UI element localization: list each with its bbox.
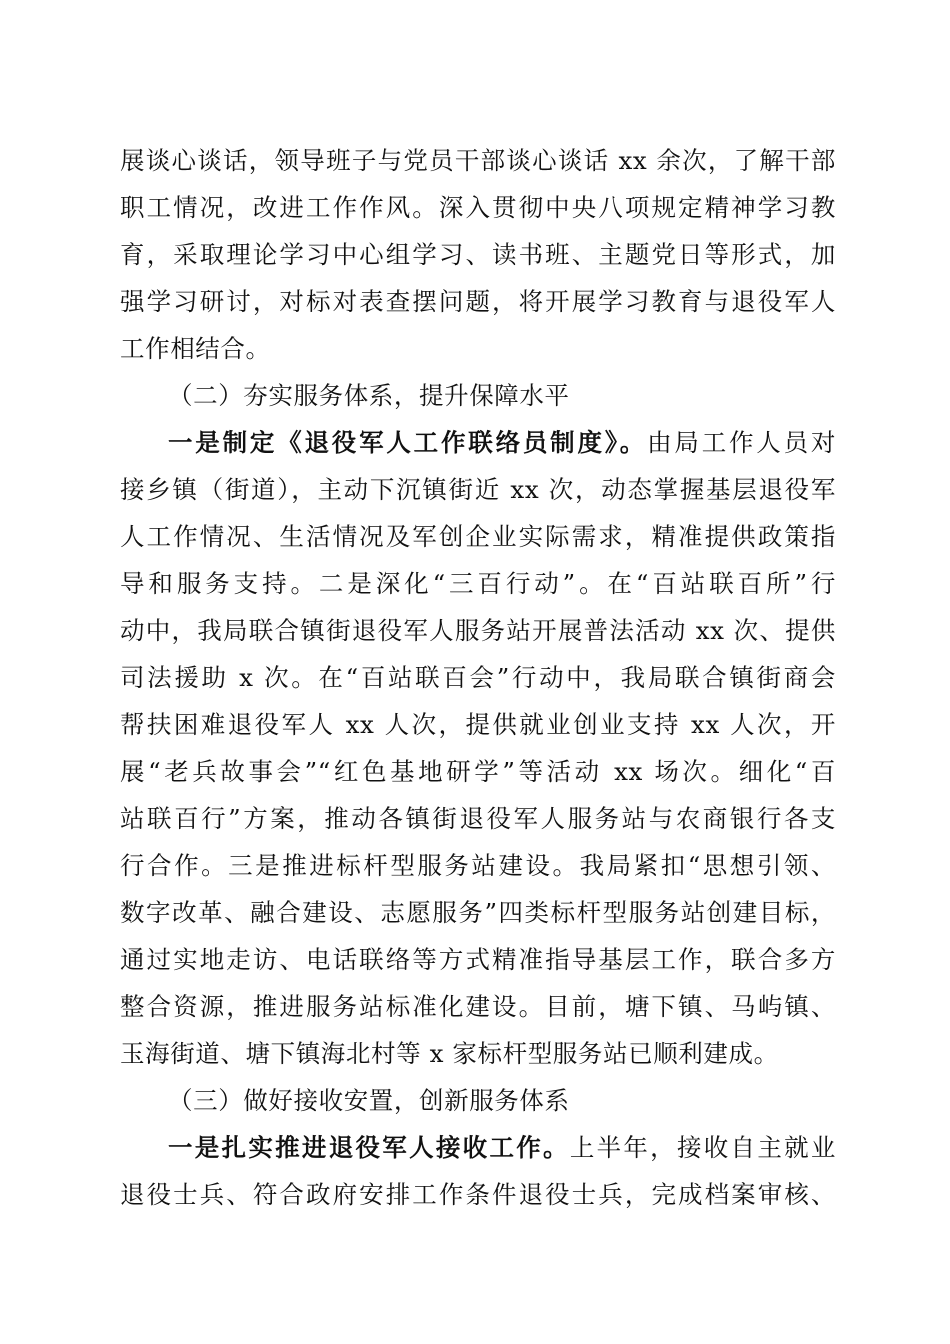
paragraph-2-line-8: 展“老兵故事会”“红色基地研学”等活动 xx 场次。细化“百: [120, 757, 836, 786]
paragraph-1-line-3: 育，采取理论学习中心组学习、读书班、主题党日等形式，加: [120, 240, 836, 269]
paragraph-2-line-9: 站联百行”方案，推动各镇街退役军人服务站与农商银行各支: [120, 804, 836, 833]
paragraph-2-line-4: 导和服务支持。二是深化“三百行动”。在“百站联百所”行: [120, 569, 836, 598]
paragraph-2-lead: 一是制定《退役军人工作联络员制度》。: [168, 428, 648, 457]
section-heading-2: （二）夯实服务体系，提升保障水平: [168, 381, 570, 410]
paragraph-2-line-5: 动中，我局联合镇街退役军人服务站开展普法活动 xx 次、提供: [120, 616, 836, 645]
paragraph-2-line-13: 整合资源，推进服务站标准化建设。目前，塘下镇、马屿镇、: [120, 992, 836, 1021]
paragraph-3-line-1: [168, 1128, 836, 1168]
paragraph-2-line-10: 行合作。三是推进标杆型服务站建设。我局紧扣“思想引领、: [120, 851, 836, 880]
paragraph-2-line-7: 帮扶困难退役军人 xx 人次，提供就业创业支持 xx 人次，开: [120, 710, 836, 739]
paragraph-1-line-4: 强学习研讨，对标对表查摆问题，将开展学习教育与退役军人: [120, 287, 836, 316]
paragraph-1-line-5: 工作相结合。: [120, 334, 271, 363]
paragraph-2-line-11: 数字改革、融合建设、志愿服务”四类标杆型服务站创建目标，: [120, 898, 836, 927]
paragraph-1-line-1: 展谈心谈话，领导班子与党员干部谈心谈话 xx 余次，了解干部: [120, 146, 836, 175]
section-heading-3: （三）做好接收安置，创新服务体系: [168, 1086, 570, 1115]
paragraph-3-line-1-rest: 上半年，接收自主就业: [569, 1133, 836, 1162]
paragraph-3-lead: 一是扎实推进退役军人接收工作。: [168, 1133, 570, 1162]
paragraph-2-line-2: 接乡镇（街道），主动下沉镇街近 xx 次，动态掌握基层退役军: [120, 475, 836, 504]
paragraph-3-line-2: 退役士兵、符合政府安排工作条件退役士兵，完成档案审核、: [120, 1180, 836, 1209]
paragraph-2-line-12: 通过实地走访、电话联络等方式精准指导基层工作，联合多方: [120, 945, 836, 974]
paragraph-2-line-14: 玉海街道、塘下镇海北村等 x 家标杆型服务站已顺利建成。: [120, 1039, 779, 1068]
paragraph-1-line-2: 职工情况，改进工作作风。深入贯彻中央八项规定精神学习教: [120, 193, 836, 222]
paragraph-2-line-1: [168, 423, 836, 463]
paragraph-2-line-3: 人工作情况、生活情况及军创企业实际需求，精准提供政策指: [120, 522, 836, 551]
paragraph-2-line-1-rest: 由局工作人员对: [647, 428, 836, 457]
paragraph-2-line-6: 司法援助 x 次。在“百站联百会”行动中，我局联合镇街商会: [120, 663, 836, 692]
